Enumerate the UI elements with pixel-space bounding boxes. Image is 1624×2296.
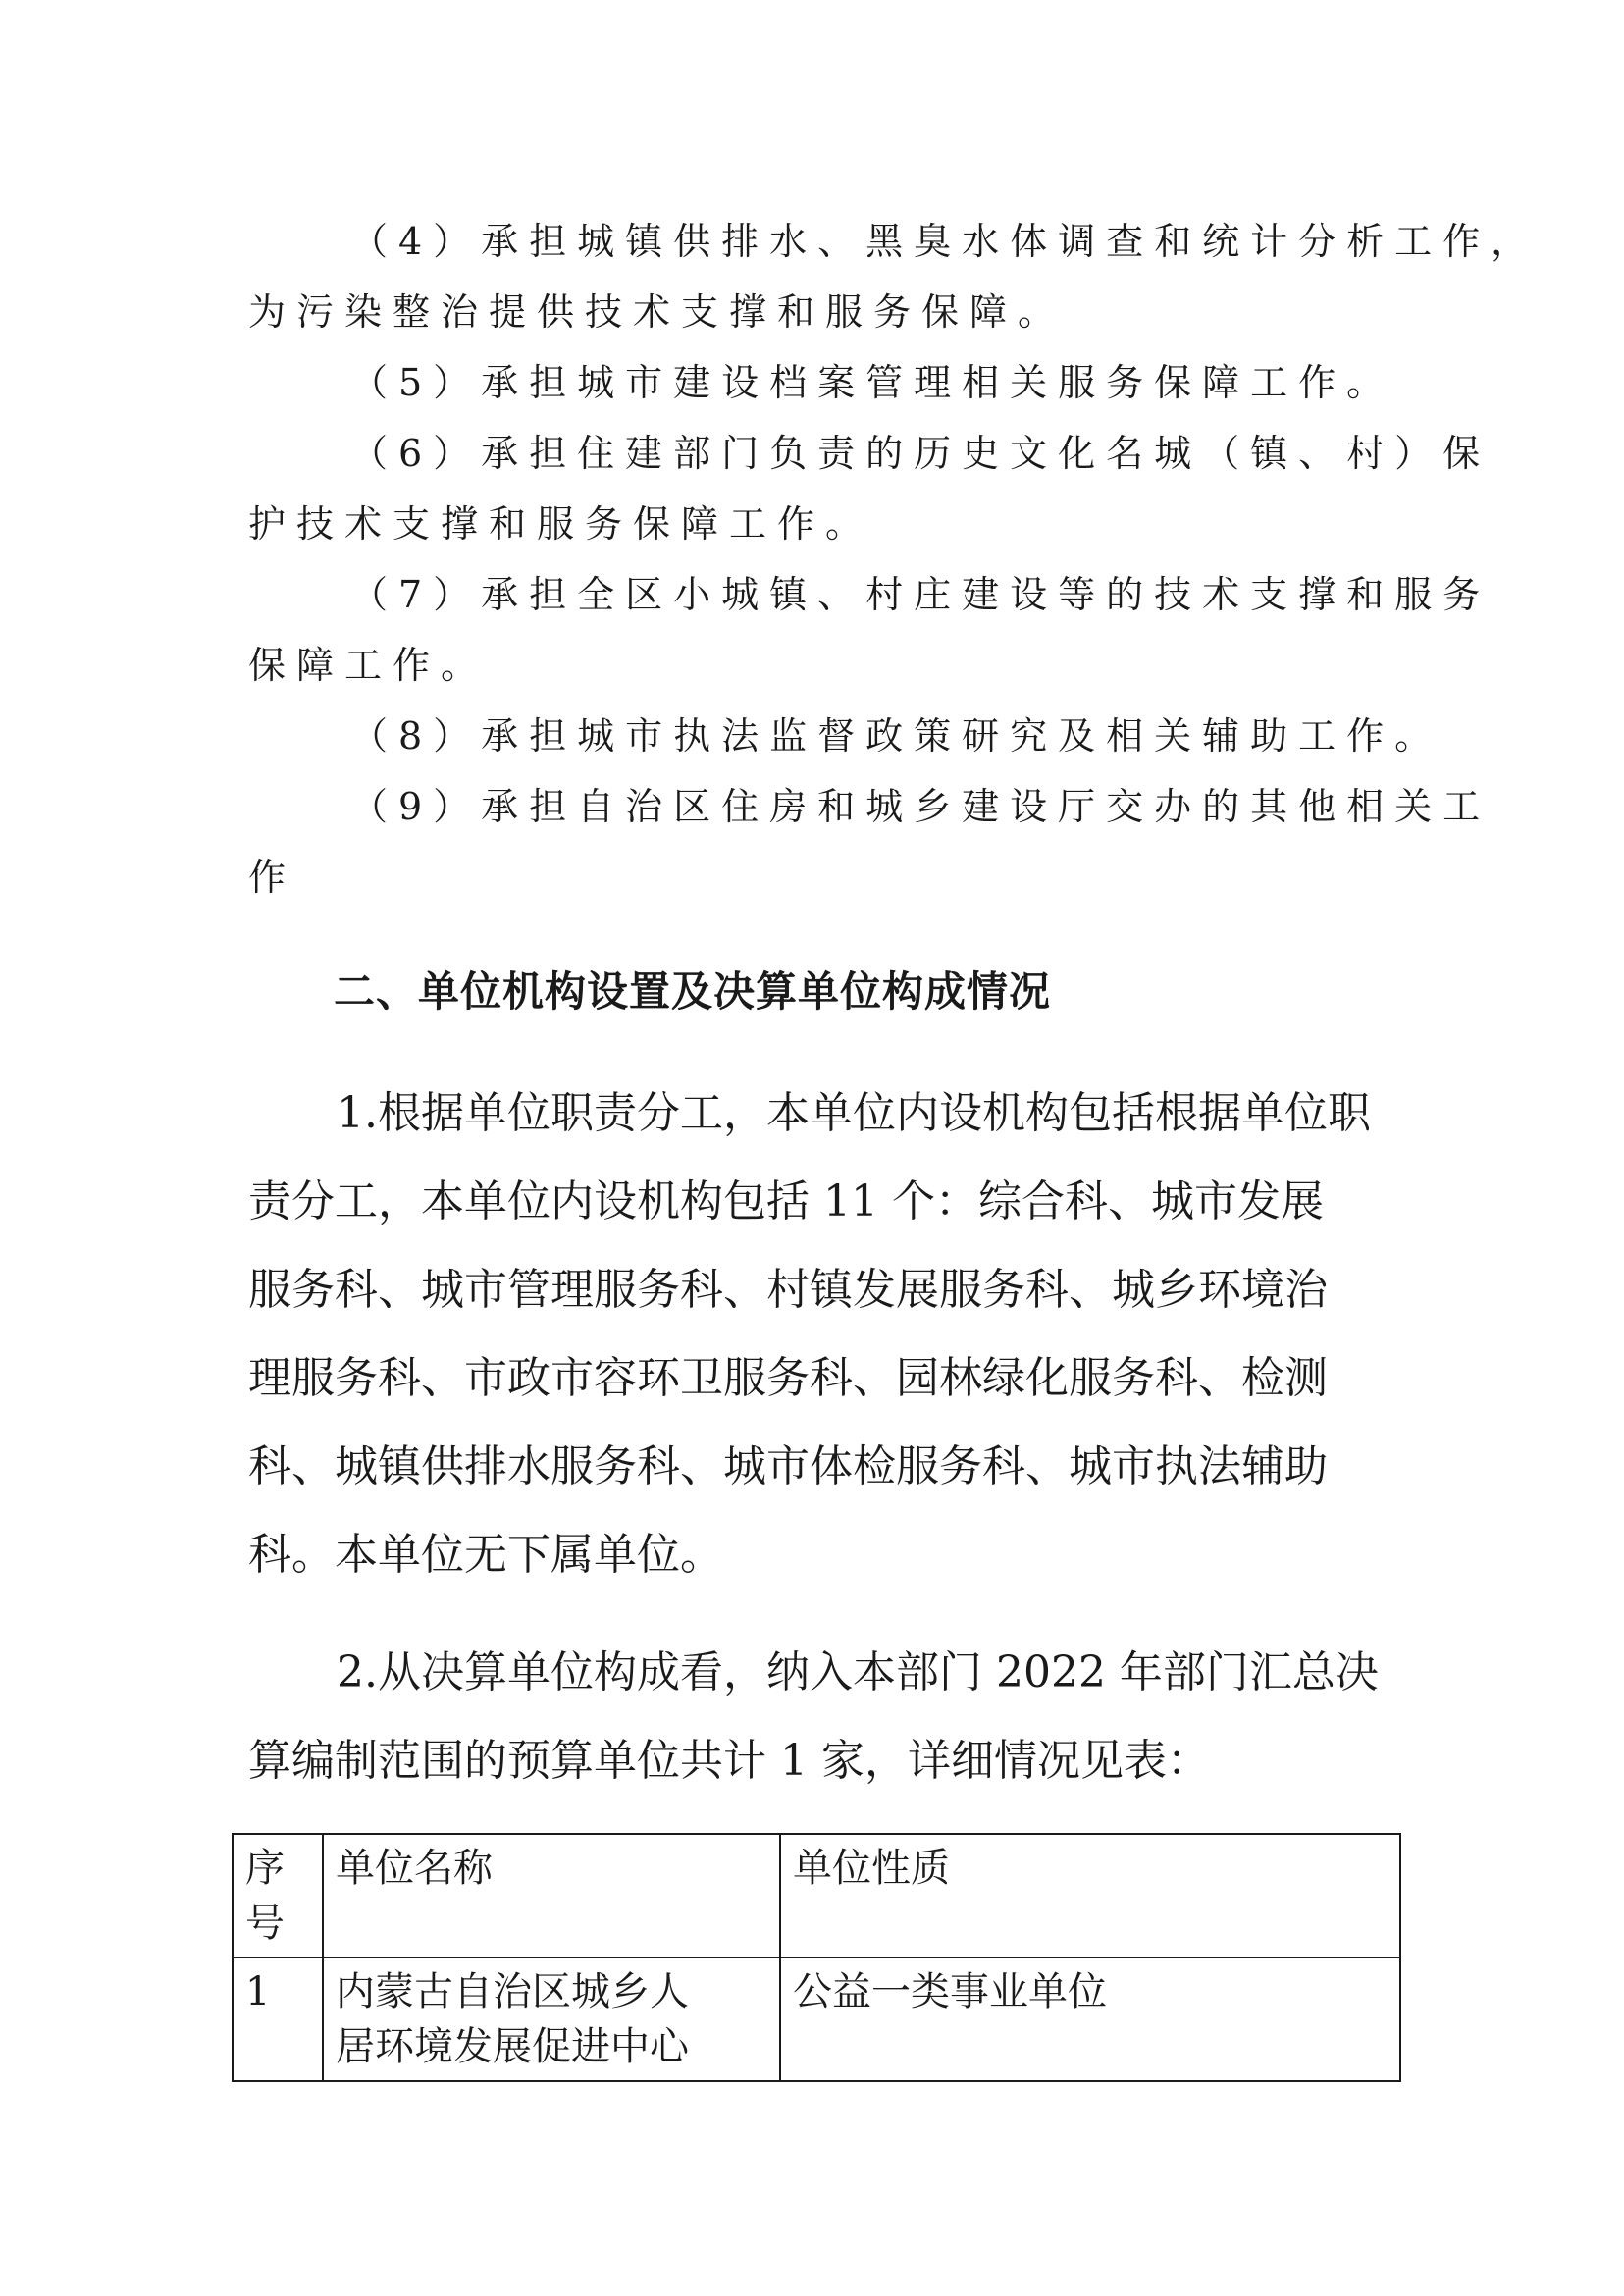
header-unit-name-text: 单位名称 [336,1846,493,1891]
cell-index [233,1957,323,2081]
paragraph-line: 1.根据单位职责分工，本单位内设机构包括根据单位职 [337,1088,1371,1138]
duty-item-5-line-1: （5）承担城市建设档案管理相关服务保障工作。 [350,361,1395,404]
table-header-row [233,1834,1400,1957]
duty-item-8-line-1: （8）承担城市执法监督政策研究及相关辅助工作。 [350,714,1443,757]
budget-units-table [232,1833,1401,2082]
duty-item-9-line-1: （9）承担自治区住房和城乡建设厅交办的其他相关工 [350,785,1492,828]
duty-item-7-line-1: （7）承担全区小城镇、村庄建设等的技术支撑和服务 [350,573,1492,616]
cell-unit-name-text: 内蒙古自治区城乡人 居环境发展促进中心 [336,1969,689,2069]
paragraph-budget-units [248,1629,1396,1805]
duty-item-9-line-2: 作 [248,856,297,899]
header-cell-index [233,1834,323,1957]
paragraph-internal-structure [248,1070,1396,1599]
paragraph-line: 服务科、城市管理服务科、村镇发展服务科、城乡环境治 [248,1265,1328,1315]
duty-item-6-line-1: （6）承担住建部门负责的历史文化名城（镇、村）保 [350,432,1492,475]
duty-item-4-line-1: （4）承担城镇供排水、黑臭水体调查和统计分析工作， [350,220,1540,263]
header-index-text: 序 号 [245,1846,285,1946]
duty-item-4-line-2: 为污染整治提供技术支撑和服务保障。 [248,290,1067,334]
paragraph-line: 科、城镇供排水服务科、城市体检服务科、城市执法辅助 [248,1441,1328,1491]
header-cell-unit-type [780,1834,1400,1957]
table-row [233,1957,1400,2081]
cell-unit-name [323,1957,780,2081]
header-cell-unit-name [323,1834,780,1957]
section-heading: 二、单位机构设置及决算单位构成情况 [334,967,1052,1016]
paragraph-line: 理服务科、市政市容环卫服务科、园林绿化服务科、检测 [248,1353,1328,1403]
cell-unit-type-text: 公益一类事业单位 [793,1969,1107,2014]
cell-index-text: 1 [245,1969,271,2014]
paragraph-line: 2.从决算单位构成看，纳入本部门 2022 年部门汇总决 [337,1647,1379,1697]
cell-unit-type [780,1957,1400,2081]
paragraph-line: 算编制范围的预算单位共计 1 家，详细情况见表： [248,1736,1210,1786]
duty-item-6-line-2: 护技术支撑和服务保障工作。 [248,502,874,546]
paragraph-line: 责分工，本单位内设机构包括 11 个：综合科、城市发展 [248,1176,1324,1226]
duty-item-7-line-2: 保障工作。 [248,644,490,687]
paragraph-line: 科。本单位无下属单位。 [248,1530,723,1580]
header-unit-type-text: 单位性质 [793,1846,950,1891]
